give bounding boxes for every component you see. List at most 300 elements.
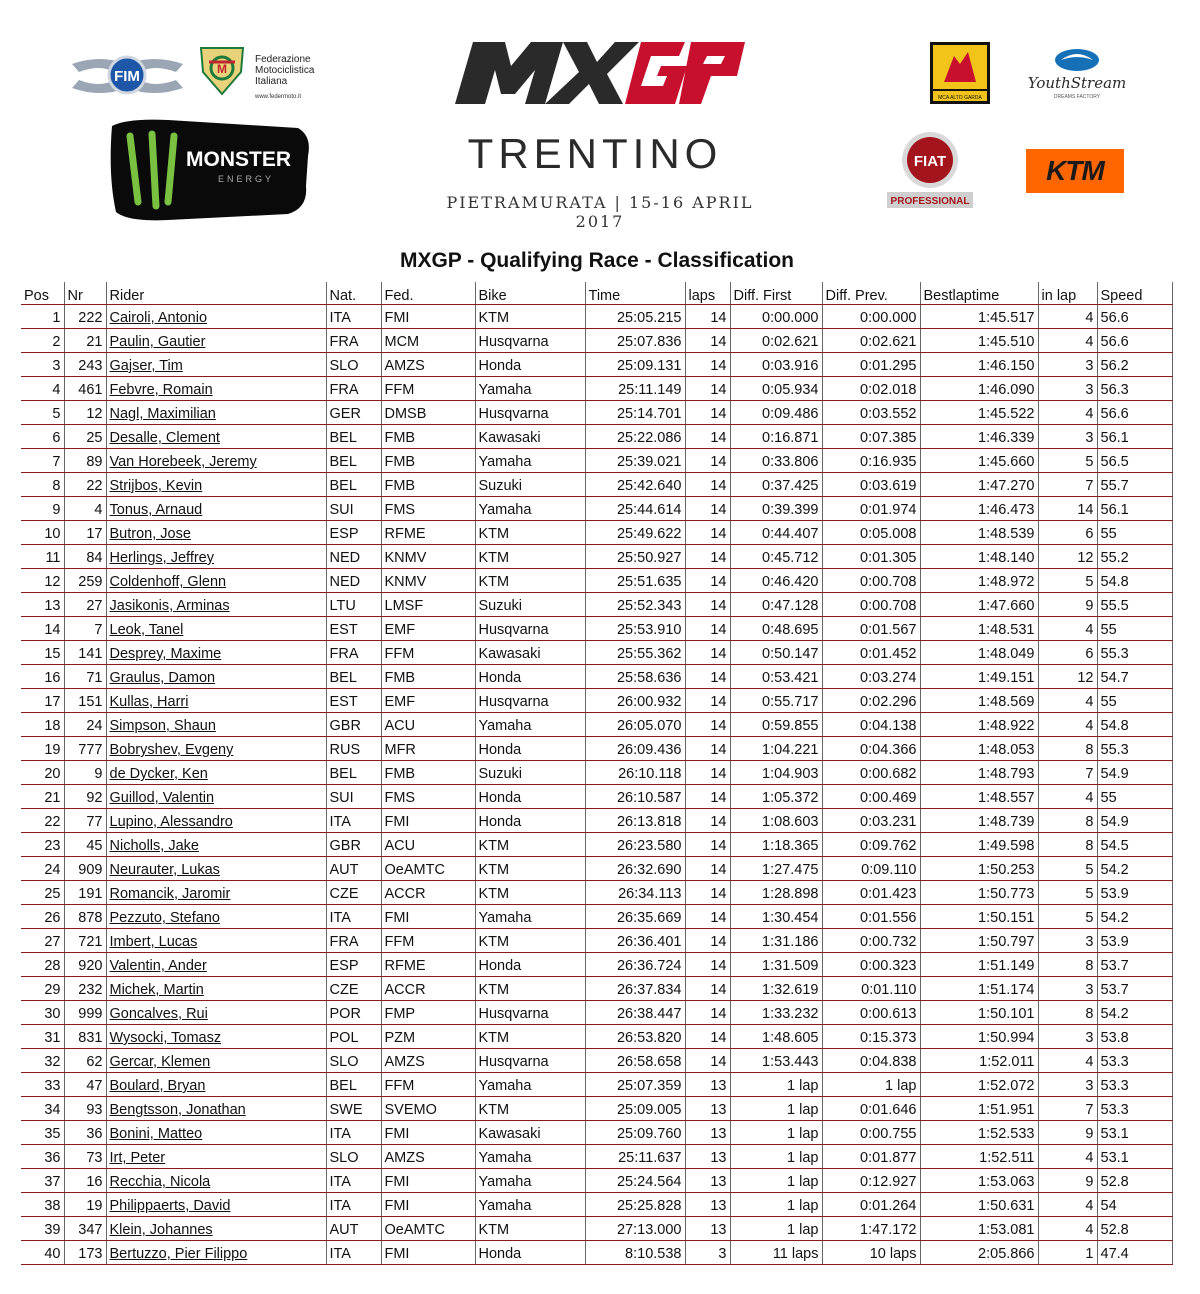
cell-laps: 14 (685, 833, 730, 857)
cell-rider[interactable] (106, 953, 326, 977)
cell-bike: Suzuki (475, 593, 585, 617)
cell-rider[interactable] (106, 713, 326, 737)
cell-time: 26:00.932 (585, 689, 685, 713)
cell-diff-first: 1 lap (730, 1097, 822, 1121)
cell-time: 8:10.538 (585, 1241, 685, 1265)
cell-speed: 55.5 (1097, 593, 1172, 617)
cell-nat: ESP (326, 521, 381, 545)
cell-laps: 14 (685, 953, 730, 977)
cell-time: 25:42.640 (585, 473, 685, 497)
rider-link[interactable]: Desalle, Clement (109, 430, 220, 446)
cell-diff-first: 0:39.399 (730, 497, 822, 521)
cell-bestlaptime: 1:45.522 (920, 401, 1038, 425)
cell-speed: 56.6 (1097, 401, 1172, 425)
cell-nr: 243 (64, 353, 106, 377)
rider-link[interactable]: Recchia, Nicola (109, 1174, 211, 1190)
rider-link[interactable]: Bertuzzo, Pier Filippo (109, 1246, 248, 1262)
cell-diff-first: 0:50.147 (730, 641, 822, 665)
fim-text: FIM (114, 68, 140, 85)
cell-speed: 54.9 (1097, 809, 1172, 833)
table-row (21, 617, 1172, 641)
cell-speed: 56.3 (1097, 377, 1172, 401)
cell-bike: Honda (475, 809, 585, 833)
cell-time: 26:36.724 (585, 953, 685, 977)
cell-pos: 5 (21, 401, 64, 425)
cell-laps: 14 (685, 473, 730, 497)
cell-diff-prev: 0:00.000 (822, 305, 920, 329)
rider-link[interactable]: Goncalves, Rui (109, 1006, 208, 1022)
cell-diff-prev: 0:02.018 (822, 377, 920, 401)
cell-rider[interactable] (106, 761, 326, 785)
cell-pos: 3 (21, 353, 64, 377)
cell-in-lap: 4 (1038, 305, 1097, 329)
rider-link[interactable]: Neurauter, Lukas (109, 862, 220, 878)
rider-link[interactable]: Butron, Jose (109, 526, 191, 542)
cell-bestlaptime: 1:50.151 (920, 905, 1038, 929)
cell-speed: 55.7 (1097, 473, 1172, 497)
cell-speed: 56.6 (1097, 305, 1172, 329)
table-row (21, 1073, 1172, 1097)
cell-nat: ESP (326, 953, 381, 977)
cell-bike: Honda (475, 953, 585, 977)
rider-link[interactable]: Graulus, Damon (109, 670, 216, 686)
cell-time: 26:10.118 (585, 761, 685, 785)
cell-nr: 831 (64, 1025, 106, 1049)
cell-speed: 54.9 (1097, 761, 1172, 785)
cell-bestlaptime: 1:51.174 (920, 977, 1038, 1001)
cell-diff-prev: 0:01.877 (822, 1145, 920, 1169)
rider-link[interactable]: Romancik, Jaromir (109, 886, 231, 902)
cell-nat: CZE (326, 881, 381, 905)
table-header-row (21, 282, 1172, 305)
cell-time: 26:09.436 (585, 737, 685, 761)
cell-nr: 89 (64, 449, 106, 473)
cell-fed: FMI (381, 1169, 475, 1193)
cell-bike: Husqvarna (475, 401, 585, 425)
cell-rider[interactable] (106, 1049, 326, 1073)
cell-fed: EMF (381, 617, 475, 641)
cell-bestlaptime: 1:45.510 (920, 329, 1038, 353)
cell-rider[interactable] (106, 1121, 326, 1145)
cell-fed: SVEMO (381, 1097, 475, 1121)
cell-time: 25:44.614 (585, 497, 685, 521)
cell-nat: SLO (326, 1145, 381, 1169)
cell-laps: 14 (685, 449, 730, 473)
cell-time: 25:24.564 (585, 1169, 685, 1193)
cell-rider[interactable] (106, 1145, 326, 1169)
rider-link[interactable]: Gercar, Klemen (109, 1054, 211, 1070)
cell-speed: 54.2 (1097, 1001, 1172, 1025)
cell-diff-prev: 0:00.323 (822, 953, 920, 977)
cell-pos: 24 (21, 857, 64, 881)
cell-pos: 11 (21, 545, 64, 569)
cell-rider[interactable] (106, 785, 326, 809)
cell-rider[interactable] (106, 449, 326, 473)
rider-link[interactable]: Irt, Peter (109, 1150, 166, 1166)
cell-pos: 12 (21, 569, 64, 593)
cell-diff-prev: 0:15.373 (822, 1025, 920, 1049)
cell-in-lap: 8 (1038, 737, 1097, 761)
rider-link[interactable]: Leok, Tanel (109, 622, 184, 638)
rider-link[interactable]: Desprey, Maxime (109, 646, 222, 662)
rider-link[interactable]: Gajser, Tim (109, 358, 183, 374)
cell-pos: 21 (21, 785, 64, 809)
cell-diff-first: 0:33.806 (730, 449, 822, 473)
rider-link[interactable]: Bengtsson, Jonathan (109, 1102, 246, 1118)
cell-bike: Yamaha (475, 905, 585, 929)
cell-speed: 52.8 (1097, 1217, 1172, 1241)
cell-speed: 55 (1097, 521, 1172, 545)
rider-link[interactable]: Michek, Martin (109, 982, 204, 998)
cell-diff-prev: 10 laps (822, 1241, 920, 1265)
cell-pos: 16 (21, 665, 64, 689)
monster-word: MONSTER (186, 148, 291, 171)
rider-link[interactable]: Philippaerts, David (109, 1198, 231, 1214)
cell-in-lap: 4 (1038, 785, 1097, 809)
cell-nr: 920 (64, 953, 106, 977)
cell-time: 25:49.622 (585, 521, 685, 545)
cell-nr: 19 (64, 1193, 106, 1217)
cell-time: 25:14.701 (585, 401, 685, 425)
cell-pos: 26 (21, 905, 64, 929)
cell-bike: KTM (475, 881, 585, 905)
event-name: TRENTINO (467, 130, 723, 177)
cell-laps: 14 (685, 689, 730, 713)
rider-link[interactable]: Strijbos, Kevin (109, 478, 203, 494)
cell-diff-prev: 0:03.231 (822, 809, 920, 833)
cell-rider[interactable] (106, 665, 326, 689)
cell-in-lap: 4 (1038, 617, 1097, 641)
cell-bike: KTM (475, 545, 585, 569)
cell-bike: KTM (475, 929, 585, 953)
cell-diff-prev: 0:01.423 (822, 881, 920, 905)
cell-fed: FFM (381, 377, 475, 401)
cell-bestlaptime: 1:50.101 (920, 1001, 1038, 1025)
table-body (21, 305, 1172, 1265)
rider-link[interactable]: Paulin, Gautier (109, 334, 206, 350)
cell-laps: 14 (685, 545, 730, 569)
cell-bike: Husqvarna (475, 617, 585, 641)
cell-fed: ACCR (381, 977, 475, 1001)
cell-fed: MCM (381, 329, 475, 353)
ktm-logo (1026, 149, 1124, 193)
rider-link[interactable]: Nicholls, Jake (109, 838, 199, 854)
cell-nat: FRA (326, 377, 381, 401)
cell-rider[interactable] (106, 1241, 326, 1265)
cell-nat: SUI (326, 785, 381, 809)
cell-rider[interactable] (106, 1073, 326, 1097)
rider-link[interactable]: Lupino, Alessandro (109, 814, 233, 830)
table-row (21, 1121, 1172, 1145)
cell-bestlaptime: 1:47.270 (920, 473, 1038, 497)
table-row (21, 977, 1172, 1001)
cell-rider[interactable] (106, 929, 326, 953)
cell-rider[interactable] (106, 689, 326, 713)
cell-bestlaptime: 1:48.049 (920, 641, 1038, 665)
cell-in-lap: 8 (1038, 833, 1097, 857)
col-in-lap: in lap (1038, 282, 1097, 305)
cell-fed: DMSB (381, 401, 475, 425)
cell-rider[interactable] (106, 593, 326, 617)
cell-time: 25:51.635 (585, 569, 685, 593)
cell-nr: 22 (64, 473, 106, 497)
monster-energy-logo (108, 116, 313, 224)
cell-speed: 55.3 (1097, 641, 1172, 665)
cell-rider[interactable] (106, 305, 326, 329)
cell-in-lap: 8 (1038, 953, 1097, 977)
cell-diff-prev: 0:03.274 (822, 665, 920, 689)
rider-link[interactable]: Coldenhoff, Glenn (109, 574, 227, 590)
cell-diff-first: 0:45.712 (730, 545, 822, 569)
cell-rider[interactable] (106, 905, 326, 929)
cell-laps: 14 (685, 617, 730, 641)
cell-nr: 36 (64, 1121, 106, 1145)
cell-nr: 93 (64, 1097, 106, 1121)
cell-bike: Husqvarna (475, 1001, 585, 1025)
cell-time: 26:10.587 (585, 785, 685, 809)
cell-rider[interactable] (106, 809, 326, 833)
cell-diff-first: 0:46.420 (730, 569, 822, 593)
cell-laps: 13 (685, 1145, 730, 1169)
cell-rider[interactable] (106, 401, 326, 425)
cell-bike: KTM (475, 1097, 585, 1121)
cell-rider[interactable] (106, 1193, 326, 1217)
cell-rider[interactable] (106, 497, 326, 521)
cell-diff-first: 0:59.855 (730, 713, 822, 737)
cell-laps: 13 (685, 1169, 730, 1193)
cell-time: 25:55.362 (585, 641, 685, 665)
rider-link[interactable]: Guillod, Valentin (109, 790, 215, 806)
cell-nat: ITA (326, 1241, 381, 1265)
cell-in-lap: 4 (1038, 401, 1097, 425)
cell-time: 26:37.834 (585, 977, 685, 1001)
cell-rider[interactable] (106, 881, 326, 905)
rider-link[interactable]: Van Horebeek, Jeremy (109, 454, 257, 470)
cell-rider[interactable] (106, 329, 326, 353)
cell-diff-first: 1:31.186 (730, 929, 822, 953)
cell-rider[interactable] (106, 857, 326, 881)
cell-fed: FMP (381, 1001, 475, 1025)
table-row (21, 569, 1172, 593)
cell-diff-prev: 0:02.296 (822, 689, 920, 713)
cell-nat: GER (326, 401, 381, 425)
cell-bestlaptime: 1:53.063 (920, 1169, 1038, 1193)
cell-pos: 23 (21, 833, 64, 857)
rider-link[interactable]: Tonus, Arnaud (109, 502, 203, 518)
rider-link[interactable]: Imbert, Lucas (109, 934, 198, 950)
cell-nr: 12 (64, 401, 106, 425)
cell-rider[interactable] (106, 545, 326, 569)
cell-diff-prev: 0:01.305 (822, 545, 920, 569)
cell-in-lap: 7 (1038, 473, 1097, 497)
cell-bestlaptime: 1:47.660 (920, 593, 1038, 617)
cell-diff-first: 0:00.000 (730, 305, 822, 329)
cell-in-lap: 12 (1038, 545, 1097, 569)
rider-link[interactable]: Boulard, Bryan (109, 1078, 206, 1094)
cell-speed: 55 (1097, 785, 1172, 809)
cell-diff-prev: 0:03.619 (822, 473, 920, 497)
cell-diff-first: 0:44.407 (730, 521, 822, 545)
cell-speed: 53.1 (1097, 1145, 1172, 1169)
cell-rider[interactable] (106, 1001, 326, 1025)
cell-rider[interactable] (106, 377, 326, 401)
cell-in-lap: 5 (1038, 857, 1097, 881)
cell-nat: LTU (326, 593, 381, 617)
svg-text:M: M (217, 62, 227, 76)
col-nr: Nr (64, 282, 106, 305)
cell-bestlaptime: 1:48.569 (920, 689, 1038, 713)
cell-nr: 45 (64, 833, 106, 857)
cell-diff-prev: 0:09.110 (822, 857, 920, 881)
rider-link[interactable]: Herlings, Jeffrey (109, 550, 214, 566)
cell-pos: 9 (21, 497, 64, 521)
cell-pos: 31 (21, 1025, 64, 1049)
cell-fed: FMB (381, 473, 475, 497)
cell-pos: 14 (21, 617, 64, 641)
fmi-shield-icon (195, 42, 249, 96)
cell-time: 27:13.000 (585, 1217, 685, 1241)
cell-bike: KTM (475, 1025, 585, 1049)
cell-bike: Kawasaki (475, 641, 585, 665)
cell-diff-prev: 0:00.708 (822, 569, 920, 593)
cell-fed: OeAMTC (381, 1217, 475, 1241)
table-row (21, 641, 1172, 665)
cell-nr: 73 (64, 1145, 106, 1169)
table-row (21, 425, 1172, 449)
table-row (21, 905, 1172, 929)
cell-time: 25:09.760 (585, 1121, 685, 1145)
rider-link[interactable]: Jasikonis, Arminas (109, 598, 230, 614)
cell-bike: Honda (475, 785, 585, 809)
rider-link[interactable]: de Dycker, Ken (109, 766, 208, 782)
cell-bestlaptime: 1:48.922 (920, 713, 1038, 737)
cell-bestlaptime: 1:48.531 (920, 617, 1038, 641)
document-title: MXGP - Qualifying Race - Classification (399, 249, 795, 272)
cell-rider[interactable] (106, 737, 326, 761)
cell-laps: 13 (685, 1217, 730, 1241)
cell-rider[interactable] (106, 569, 326, 593)
cell-pos: 17 (21, 689, 64, 713)
cell-nat: ITA (326, 1193, 381, 1217)
cell-bike: Yamaha (475, 1193, 585, 1217)
rider-link[interactable]: Wysocki, Tomasz (109, 1030, 222, 1046)
fim-logo (70, 50, 185, 100)
cell-pos: 28 (21, 953, 64, 977)
cell-rider[interactable] (106, 425, 326, 449)
cell-nr: 777 (64, 737, 106, 761)
table-row (21, 737, 1172, 761)
cell-in-lap: 9 (1038, 593, 1097, 617)
cell-rider[interactable] (106, 1169, 326, 1193)
cell-time: 25:52.343 (585, 593, 685, 617)
cell-in-lap: 8 (1038, 809, 1097, 833)
table-row (21, 809, 1172, 833)
cell-speed: 54.8 (1097, 569, 1172, 593)
cell-bike: Honda (475, 737, 585, 761)
cell-fed: EMF (381, 689, 475, 713)
cell-in-lap: 4 (1038, 1217, 1097, 1241)
cell-rider[interactable] (106, 977, 326, 1001)
rider-link[interactable]: Klein, Johannes (109, 1222, 213, 1238)
cell-diff-prev: 0:01.556 (822, 905, 920, 929)
cell-diff-prev: 0:01.110 (822, 977, 920, 1001)
cell-nat: POR (326, 1001, 381, 1025)
cell-laps: 14 (685, 401, 730, 425)
cell-diff-first: 1:04.903 (730, 761, 822, 785)
fiat-professional-logo (887, 130, 973, 210)
cell-time: 26:32.690 (585, 857, 685, 881)
cell-laps: 14 (685, 641, 730, 665)
cell-nr: 77 (64, 809, 106, 833)
table-row (21, 1097, 1172, 1121)
cell-nat: AUT (326, 1217, 381, 1241)
cell-fed: KNMV (381, 569, 475, 593)
cell-rider[interactable] (106, 473, 326, 497)
cell-nr: 71 (64, 665, 106, 689)
cell-bike: Husqvarna (475, 689, 585, 713)
cell-nat: BEL (326, 761, 381, 785)
cell-bike: Kawasaki (475, 425, 585, 449)
cell-laps: 14 (685, 881, 730, 905)
cell-nr: 259 (64, 569, 106, 593)
cell-rider[interactable] (106, 353, 326, 377)
cell-bestlaptime: 1:45.660 (920, 449, 1038, 473)
cell-time: 26:35.669 (585, 905, 685, 929)
cell-rider[interactable] (106, 521, 326, 545)
rider-link[interactable]: Pezzuto, Stefano (109, 910, 220, 926)
cell-rider[interactable] (106, 833, 326, 857)
rider-link[interactable]: Bonini, Matteo (109, 1126, 203, 1142)
rider-link[interactable]: Valentin, Ander (109, 958, 207, 974)
cell-bestlaptime: 1:51.951 (920, 1097, 1038, 1121)
cell-rider[interactable] (106, 641, 326, 665)
cell-bike: Husqvarna (475, 329, 585, 353)
cell-rider[interactable] (106, 1025, 326, 1049)
table-row (21, 521, 1172, 545)
cell-diff-prev: 0:04.838 (822, 1049, 920, 1073)
cell-speed: 54.5 (1097, 833, 1172, 857)
cell-nr: 878 (64, 905, 106, 929)
rider-link[interactable]: Bobryshev, Evgeny (109, 742, 234, 758)
cell-pos: 20 (21, 761, 64, 785)
rider-link[interactable]: Cairoli, Antonio (109, 310, 208, 326)
cell-bike: KTM (475, 977, 585, 1001)
cell-rider[interactable] (106, 1217, 326, 1241)
cell-diff-prev: 0:01.452 (822, 641, 920, 665)
cell-laps: 3 (685, 1241, 730, 1265)
rider-link[interactable]: Kullas, Harri (109, 694, 189, 710)
cell-bike: Yamaha (475, 1145, 585, 1169)
cell-rider[interactable] (106, 617, 326, 641)
fiat-text: FIAT (913, 153, 947, 170)
cell-pos: 30 (21, 1001, 64, 1025)
cell-diff-prev: 0:02.621 (822, 329, 920, 353)
classification-table (21, 282, 1173, 1265)
cell-diff-first: 1 lap (730, 1145, 822, 1169)
rider-link[interactable]: Febvre, Romain (109, 382, 213, 398)
fiat-sub: PROFESSIONAL (890, 196, 970, 207)
rider-link[interactable]: Nagl, Maximilian (109, 406, 216, 422)
cell-rider[interactable] (106, 1097, 326, 1121)
cell-bestlaptime: 1:45.517 (920, 305, 1038, 329)
cell-fed: FMI (381, 1193, 475, 1217)
table-row (21, 329, 1172, 353)
cell-nr: 347 (64, 1217, 106, 1241)
col-rider: Rider (106, 282, 326, 305)
cell-diff-first: 1:33.232 (730, 1001, 822, 1025)
table-row (21, 689, 1172, 713)
rider-link[interactable]: Simpson, Shaun (109, 718, 216, 734)
